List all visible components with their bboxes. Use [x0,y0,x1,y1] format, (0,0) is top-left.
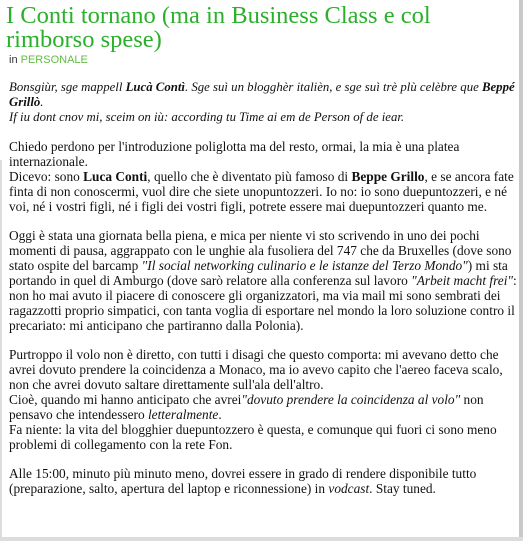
p3-italic-letteralmente: letteralmente [147,407,219,422]
p2-text-3: : non ho mai avuto il piacere di conoscere gli organizzatori, ma via mail mi sono sembrati dei ragazzotti proprio simpatici, con tanta voglia di esportare nel mondo la loro soluzione contro il precariato: mi anticipano che partiranno dalla Polonia). [9,273,517,333]
p1-text-3: , quello che è diventato più famoso di [147,169,352,184]
p2-italic-barcamp: "Il social networking culinario e le istanze del Terzo Mondo" [141,258,468,273]
post-category-line [9,54,88,66]
post-body [9,80,517,510]
intro-text-2: . Sge suì un blogghèr italièn, e sge suì trè plù celèbre que [184,80,482,94]
paragraph-4 [9,466,517,496]
paragraph-2 [9,228,517,333]
intro-bold-name: Lucà Contì [125,80,185,94]
p4-text-1: Alle 15:00, minuto più minuto meno, dovrei essere in grado di rendere disponibile tutto (preparazione, salto, apertura del laptop e riconnessione) in [9,466,477,496]
p4-italic-vodcast: vodcast [328,481,370,496]
p1-bold-grillo: Beppe Grillo [351,169,425,184]
p1-text-2: Dicevo: sono [9,169,84,184]
p3-italic-quote: "dovuto prendere la coincidenza al volo" [241,392,461,407]
intro-paragraph [9,80,517,125]
p2-italic-conference: "Arbeit macht frei" [411,273,514,288]
p2-text-1: Oggi è stata una giornata bella piena, e mica per niente vi sto scrivendo in uno dei pochi momenti di pausa, aggrappato con le unghie ala fusoliera del 747 che da Bruxelles (dove sono stato ospite del barcamp [9,228,512,273]
p3-text-4: . [218,407,222,422]
paragraph-3 [9,347,517,452]
right-border [519,0,523,541]
p4-text-2: . Stay tuned. [369,481,436,496]
intro-text-1: Bonsgiùr, sge mappell [9,80,126,94]
p2-text-2: ) mi sta portando in quel di Amburgo (dove sarò relatore alla conferenza sul lavoro [9,258,508,288]
p3-text-3: non pensavo che intendessero [9,392,484,422]
post-title: I Conti tornano (ma in Business Class e col rimborso spese) [6,2,431,53]
p1-text-4: , e se ancora fate finta di non conoscermi, vuol dire che siete unopuntozzeri. Io no: io sono duepuntozzeri, e né voi, né i vostri figli, né i figli dei vostri figli, potrete essere mai duepuntozzeri quanto me. [9,169,514,214]
p3-text-2: Cioè, quando mi hanno anticipato che avrei [9,392,242,407]
bottom-border [0,537,523,541]
category-prefix: in [9,54,21,66]
intro-line-2: If iu dont cnov mi, sceim on iù: according tu Time ai em de Person of de iear. [9,110,405,124]
p1-bold-name: Luca Conti [83,169,148,184]
left-border [0,160,2,541]
intro-text-3: . [40,95,44,109]
category-link-personale[interactable]: PERSONALE [20,54,88,66]
p3-text-1: Purtroppo il volo non è diretto, con tutti i disagi che questo comporta: mi avevano detto che avrei dovuto prendere la coincidenza a Monaco, ma io avevo capito che l'aereo faceva scalo, non che avrei dovuto saltare direttamente sull'ala dell'altro. [9,347,503,392]
p3-text-5: Fa niente: la vita del blogghier duepuntozzero è questa, e comunque qui fuori ci sono meno problemi di collegamento con la rete Fon. [9,422,497,452]
p1-text-1: Chiedo perdono per l'introduzione poliglotta ma del resto, ormai, la mia è una platea internazionale. [9,139,460,169]
paragraph-1 [9,139,517,214]
intro-bold-grillo: Beppé Grillò [9,80,515,109]
